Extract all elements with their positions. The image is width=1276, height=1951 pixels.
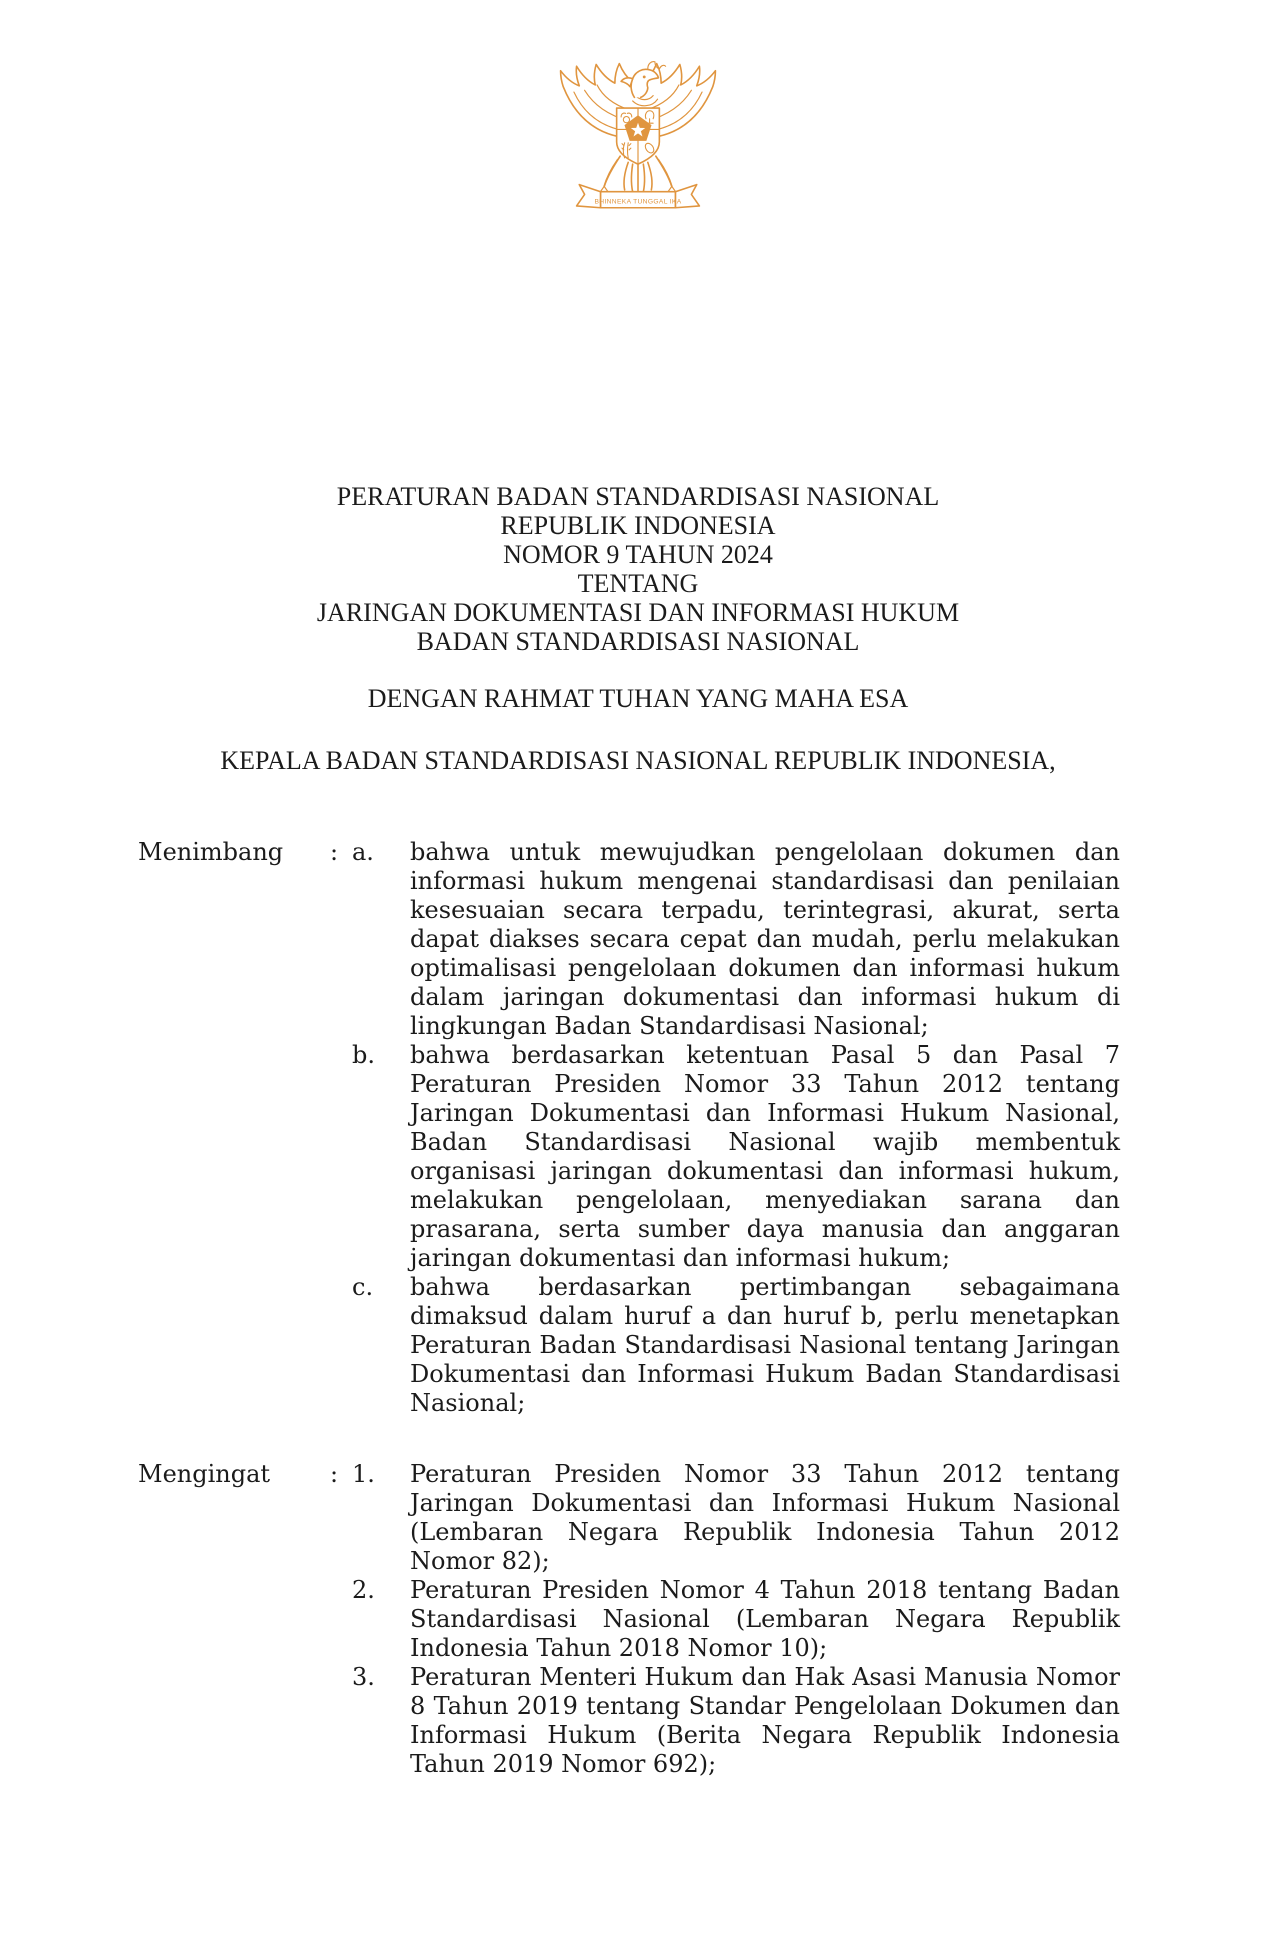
- item-text: Peraturan Menteri Hukum dan Hak Asasi Manusia Nomor 8 Tahun 2019 tentang Standar Pengelolaan Dokumen dan Informasi Hukum (Berita Negara Republik Indonesia Tahun 2019 Nomor 692);: [410, 1663, 1120, 1778]
- considering-label: Menimbang: [138, 838, 284, 866]
- title-line-subject-2: BADAN STANDARDISASI NASIONAL: [416, 627, 860, 656]
- item-text: Peraturan Presiden Nomor 33 Tahun 2012 tentang Jaringan Dokumentasi dan Informasi Hukum Nasional (Lembaran Negara Republik Indonesia Tahun 2012 Nomor 82);: [410, 1460, 1120, 1575]
- item-marker: c.: [352, 1273, 374, 1301]
- recalling-label: Mengingat: [138, 1460, 271, 1488]
- list-item: [352, 1663, 1120, 1779]
- item-marker: 2.: [352, 1576, 375, 1604]
- item-text: bahwa berdasarkan pertimbangan sebagaimana dimaksud dalam huruf a dan huruf b, perlu menetapkan Peraturan Badan Standardisasi Nasional tentang Jaringan Dokumentasi dan Informasi Hukum Badan Standardisasi Nasional;: [410, 1273, 1120, 1417]
- recalling-colon: :: [330, 1460, 339, 1488]
- item-marker: a.: [352, 838, 374, 866]
- page-title: [0, 482, 1276, 656]
- shield: [617, 108, 660, 164]
- garuda-pancasila-icon: [549, 60, 727, 222]
- section-considering: [138, 838, 1120, 1418]
- item-marker: 3.: [352, 1663, 375, 1691]
- list-item: [352, 1041, 1120, 1273]
- title-line-subject-1: JARINGAN DOKUMENTASI DAN INFORMASI HUKUM: [316, 598, 960, 627]
- item-text: bahwa berdasarkan ketentuan Pasal 5 dan Pasal 7 Peraturan Presiden Nomor 33 Tahun 2012 tentang Jaringan Dokumentasi dan Informasi Hukum Nasional, Badan Standardisasi Nasional wajib membentuk organisasi jaringan dokumentasi dan informasi hukum, melakukan pengelolaan, menyediakan sarana dan prasarana, serta sumber daya manusia dan anggaran jaringan dokumentasi dan informasi hukum;: [410, 1041, 1120, 1272]
- list-item: [352, 838, 1120, 1041]
- list-item: [352, 1273, 1120, 1418]
- recalling-items: [352, 1460, 1120, 1779]
- title-line-number: NOMOR 9 TAHUN 2024: [503, 540, 773, 569]
- item-text: bahwa untuk mewujudkan pengelolaan dokumen dan informasi hukum mengenai standardisasi dan penilaian kesesuaian secara terpadu, terintegrasi, akurat, serta dapat diakses secara cepat dan mudah, perlu melakukan optimalisasi pengelolaan dokumen dan informasi hukum dalam jaringan dokumentasi dan informasi hukum di lingkungan Badan Standardisasi Nasional;: [410, 838, 1120, 1040]
- list-item: [352, 1460, 1120, 1576]
- title-line-about: TENTANG: [577, 569, 699, 598]
- official-line: KEPALA BADAN STANDARDISASI NASIONAL REPUBLIK INDONESIA,: [220, 746, 1056, 775]
- item-marker: 1.: [352, 1460, 375, 1488]
- considering-items: [352, 838, 1120, 1418]
- considering-colon: :: [330, 838, 339, 866]
- item-marker: b.: [352, 1041, 375, 1069]
- title-line-regulation: PERATURAN BADAN STANDARDISASI NASIONAL: [336, 482, 940, 511]
- ribbon-text: BHINNEKA TUNGGAL IKA: [594, 198, 682, 206]
- title-line-republic: REPUBLIK INDONESIA: [500, 511, 776, 540]
- invocation-line: DENGAN RAHMAT TUHAN YANG MAHA ESA: [367, 684, 909, 713]
- list-item: [352, 1576, 1120, 1663]
- item-text: Peraturan Presiden Nomor 4 Tahun 2018 tentang Badan Standardisasi Nasional (Lembaran Negara Republik Indonesia Tahun 2018 Nomor 10);: [410, 1576, 1120, 1662]
- section-recalling: [138, 1460, 1120, 1779]
